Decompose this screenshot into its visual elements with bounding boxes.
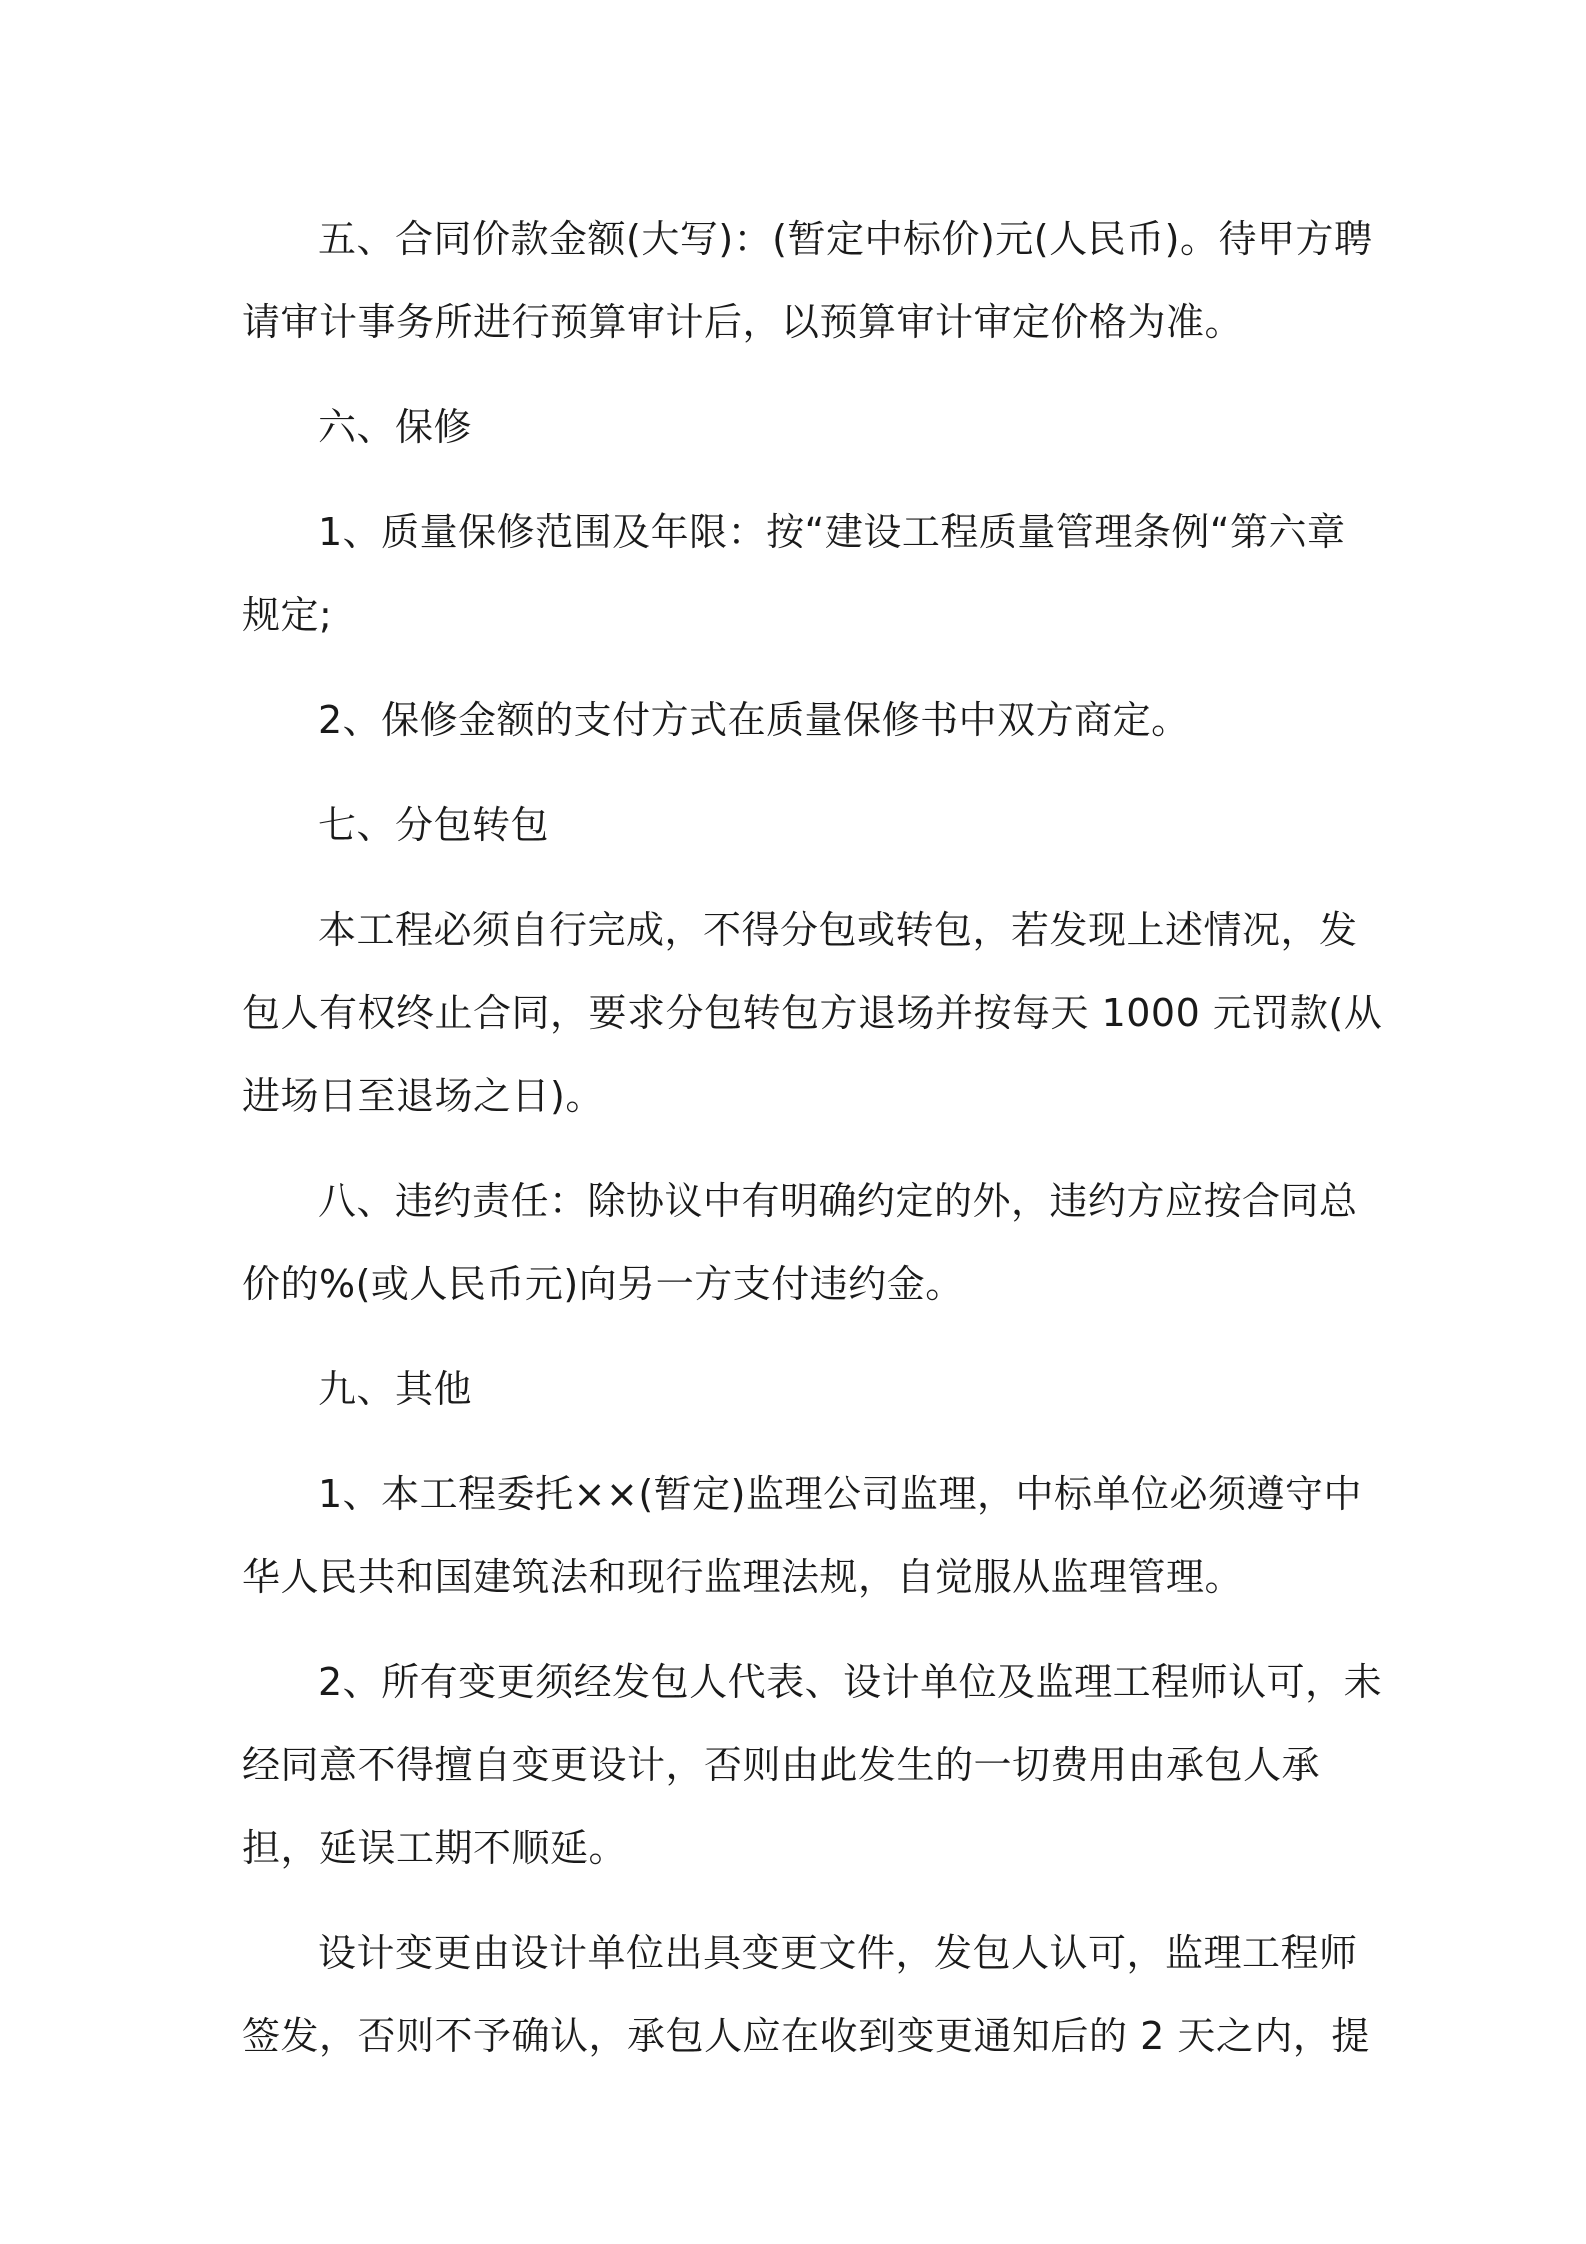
text-line: 华人民共和国建筑法和现行监理法规，自觉服从监理管理。: [242, 1555, 1244, 1599]
text-line: 九、其他: [318, 1367, 473, 1411]
paragraph-supervision: [242, 1453, 1363, 1619]
text-line: 1、本工程委托××(暂定)监理公司监理，中标单位必须遵守中: [318, 1472, 1363, 1516]
text-line: 设计变更由设计单位出具变更文件，发包人认可，监理工程师: [318, 1931, 1358, 1975]
text-line: 请审计事务所进行预算审计后，以预算审计审定价格为准。: [242, 300, 1244, 344]
text-line: 七、分包转包: [318, 803, 550, 847]
text-line: 五、合同价款金额(大写)：(暂定中标价)元(人民币)。待甲方聘: [318, 217, 1373, 261]
text-line: 规定;: [242, 593, 333, 637]
text-line: 本工程必须自行完成，不得分包或转包，若发现上述情况，发: [318, 908, 1358, 952]
text-line: 担，延误工期不顺延。: [242, 1826, 628, 1870]
paragraph-changes-approval: [242, 1641, 1383, 1890]
paragraph-design-change: [242, 1912, 1370, 2078]
text-line: 签发，否则不予确认，承包人应在收到变更通知后的 2 天之内，提: [242, 2014, 1370, 2058]
text-line: 经同意不得擅自变更设计，否则由此发生的一切费用由承包人承: [242, 1743, 1321, 1787]
text-line: 价的%(或人民币元)向另一方支付违约金。: [242, 1262, 964, 1306]
text-line: 八、违约责任：除协议中有明确约定的外，违约方应按合同总: [318, 1179, 1358, 1223]
text-line: 1、质量保修范围及年限：按“建设工程质量管理条例“第六章: [318, 510, 1346, 554]
heading-subcontracting: [242, 784, 1354, 867]
paragraph-warranty-scope: [242, 491, 1354, 657]
paragraph-warranty-payment: [242, 679, 1354, 762]
text-line: 2、保修金额的支付方式在质量保修书中双方商定。: [318, 698, 1190, 742]
text-line: 包人有权终止合同，要求分包转包方退场并按每天 1000 元罚款(从: [242, 991, 1383, 1035]
paragraph-breach-liability: [242, 1160, 1358, 1326]
document-body: [242, 198, 1383, 2100]
heading-warranty: [242, 386, 1354, 469]
text-line: 进场日至退场之日)。: [242, 1074, 604, 1118]
paragraph-subcontracting: [242, 889, 1383, 1138]
paragraph-contract-price: [242, 198, 1373, 364]
text-line: 六、保修: [318, 405, 473, 449]
heading-other: [242, 1348, 1354, 1431]
text-line: 2、所有变更须经发包人代表、设计单位及监理工程师认可，未: [318, 1660, 1383, 1704]
